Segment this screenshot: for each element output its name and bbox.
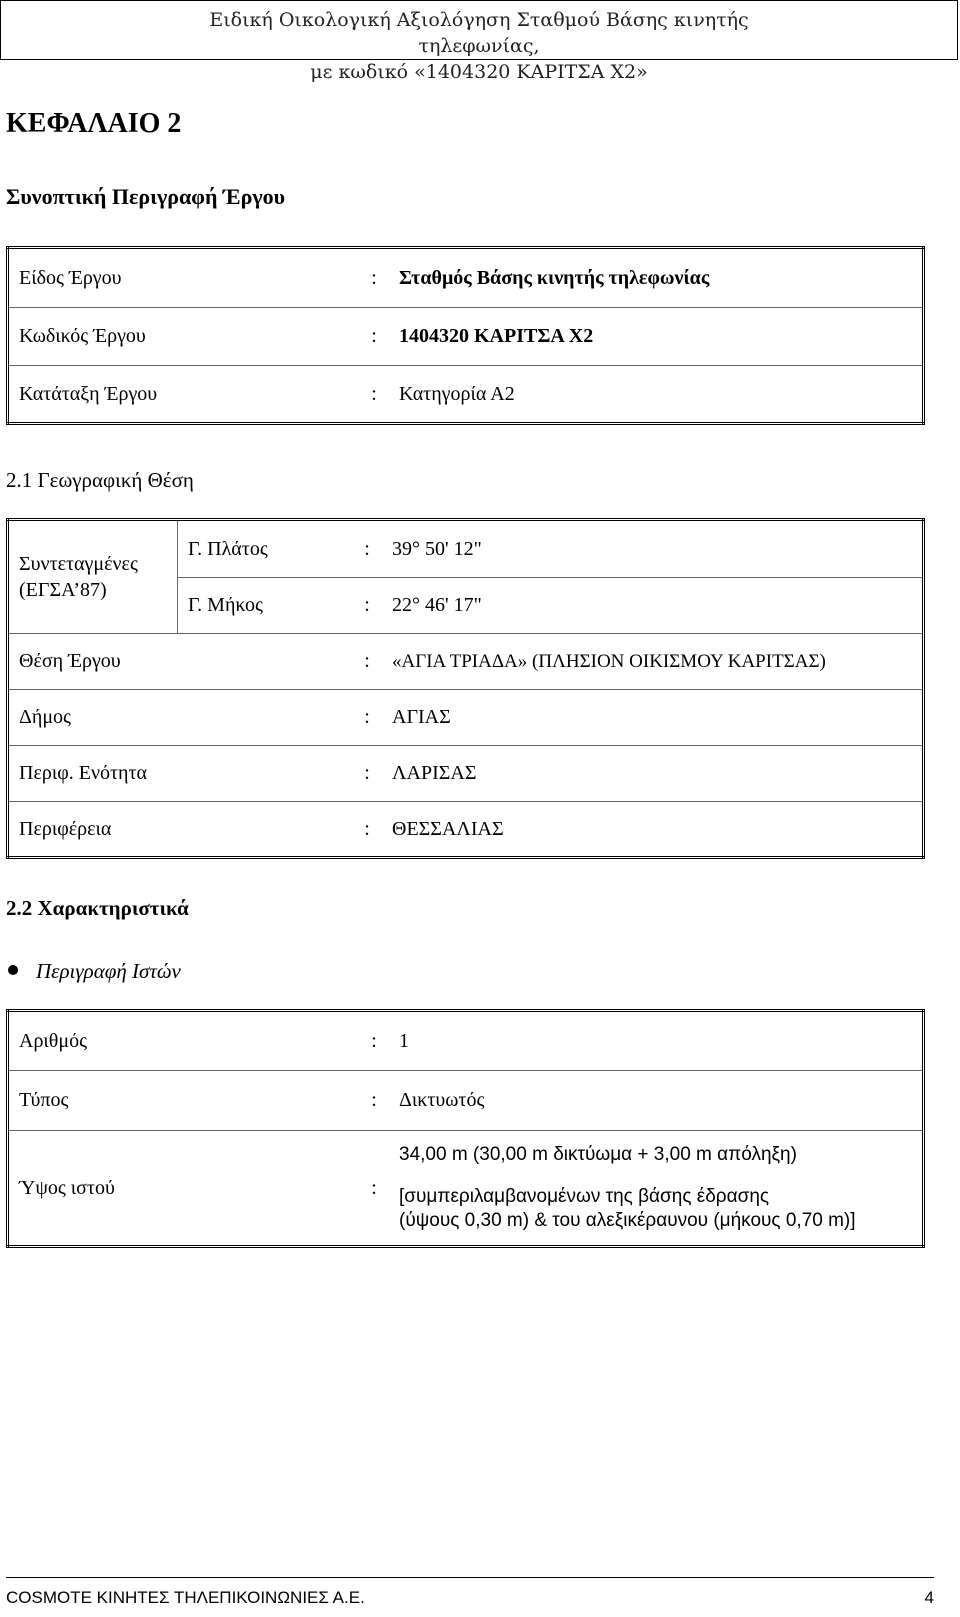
project-code-label: Κωδικός Έργου: [8, 308, 360, 366]
colon: :: [359, 248, 389, 308]
project-table: [6, 246, 925, 425]
chapter-title: ΚΕΦΑΛΑΙΟ 2: [6, 108, 182, 139]
section-characteristics: 2.2 Χαρακτηριστικά: [6, 896, 189, 920]
section-subtitle: Συνοπτική Περιγραφή Έργου: [6, 184, 286, 209]
project-category-value: Κατηγορία Α2: [389, 366, 924, 424]
mast-type-label: Τύπος: [8, 1071, 360, 1131]
regional-unit-value: ΛΑΡΙΣΑΣ: [382, 746, 924, 802]
region-value: ΘΕΣΣΑΛΙΑΣ: [382, 802, 924, 858]
mast-table: Αριθμός : 1 Τύπος : Δικτυωτός Ύψος ιστού : 34,00 m (30,00 m δικτύωμα + 3,00 m απόληξη) [συμπεριλαμβανομένων της βάσης έδρασης (ύψους 0,30 m) & του αλεξικέραυνου (μήκους 0,70 m)]: [6, 1009, 925, 1248]
mast-type-value: Δικτυωτός: [389, 1071, 924, 1131]
header-line-1: Ειδική Οικολογική Αξιολόγηση Σταθμού Βάσης κινητής τηλεφωνίας,: [209, 9, 749, 57]
bullet-icon: [8, 965, 18, 975]
project-category-label: Κατάταξη Έργου: [8, 366, 360, 424]
municipality-label: Δήμος: [8, 690, 353, 746]
project-type-label: Είδος Έργου: [8, 248, 360, 308]
municipality-value: ΑΓΙΑΣ: [382, 690, 924, 746]
colon: :: [359, 308, 389, 366]
longitude-label: Γ. Μήκος: [178, 578, 353, 634]
mast-height-label: Ύψος ιστού: [8, 1131, 360, 1247]
page-footer: [6, 1577, 934, 1617]
longitude-value: 22° 46' 17": [382, 578, 924, 634]
bullet-text: Περιγραφή Ιστών: [36, 959, 181, 983]
header-line-2: με κωδικό «1404320 ΚΑΡΙΤΣΑ Χ2»: [310, 61, 648, 83]
project-type-value: Σταθμός Βάσης κινητής τηλεφωνίας: [389, 248, 924, 308]
site-location-value: «ΑΓΙΑ ΤΡΙΑΔΑ» (ΠΛΗΣΙΟΝ ΟΙΚΙΣΜΟΥ ΚΑΡΙΤΣΑΣ): [382, 634, 924, 690]
footer-company: COSMOTE ΚΙΝΗΤΕΣ ΤΗΛΕΠΙΚΟΙΝΩΝΙΕΣ Α.Ε.: [6, 1588, 365, 1607]
mast-number-label: Αριθμός: [8, 1011, 360, 1071]
page-header: [0, 0, 958, 83]
colon: :: [359, 366, 389, 424]
mast-description-bullet: [6, 959, 181, 984]
mast-height-value: 34,00 m (30,00 m δικτύωμα + 3,00 m απόληξη) [συμπεριλαμβανομένων της βάσης έδρασης (ύψους 0,30 m) & του αλεξικέραυνου (μήκους 0,70 m)]: [389, 1131, 924, 1247]
site-location-label: Θέση Έργου: [8, 634, 353, 690]
mast-number-value: 1: [389, 1011, 924, 1071]
latitude-label: Γ. Πλάτος: [178, 520, 353, 578]
coordinates-label: Συντεταγμένες (ΕΓΣΑ’87): [8, 520, 178, 634]
section-geographic-location: 2.1 Γεωγραφική Θέση: [6, 468, 194, 492]
latitude-value: 39° 50' 12": [382, 520, 924, 578]
project-code-value: 1404320 ΚΑΡΙΤΣΑ Χ2: [389, 308, 924, 366]
region-label: Περιφέρεια: [8, 802, 353, 858]
regional-unit-label: Περιφ. Ενότητα: [8, 746, 353, 802]
location-table: Συντεταγμένες (ΕΓΣΑ’87) Γ. Πλάτος : 39° 50' 12" Γ. Μήκος : 22° 46' 17" Θέση Έργου : «ΑΓΙΑ ΤΡΙΑΔΑ» (ΠΛΗΣΙΟΝ ΟΙΚΙΣΜΟΥ ΚΑΡΙΤΣΑΣ) Δήμος : ΑΓΙΑΣ Περιφ. Ενότητα : ΛΑΡΙΣΑΣ Περιφέρεια : ΘΕΣΣΑΛΙΑΣ: [6, 518, 925, 859]
page-number: 4: [924, 1588, 934, 1607]
